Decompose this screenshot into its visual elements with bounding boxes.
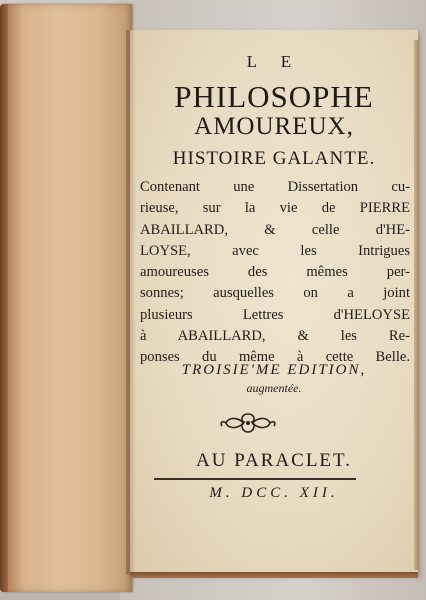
description-line: amoureuses des mêmes per- <box>140 264 410 281</box>
description-line: ponses du même à cette Belle. <box>140 349 410 366</box>
edition-line: TROISIE'ME EDITION, <box>181 362 367 378</box>
title-article: L E <box>246 52 302 71</box>
description-line: sonnes; ausquelles on a joint <box>140 285 410 302</box>
fleuron-ornament-icon <box>218 410 278 436</box>
description-line: à ABAILLARD, & les Re- <box>140 328 410 345</box>
description-line: Contenant une Dissertation cu- <box>140 179 410 195</box>
description-line: rieuse, sur la vie de PIERRE <box>140 200 410 217</box>
description-block <box>140 177 410 369</box>
cover-edge <box>0 4 8 592</box>
cover-bottom <box>130 572 418 578</box>
book-cover <box>0 4 132 592</box>
subtitle: HISTOIRE GALANTE. <box>172 148 376 169</box>
title-line-1: PHILOSOPHE <box>174 79 374 114</box>
imprint-date: M. DCC. XII. <box>209 485 339 501</box>
description-line: plusieurs Lettres d'HELOYSE <box>140 306 410 323</box>
title-line-2: AMOUREUX, <box>194 113 354 140</box>
description-line: ABAILLARD, & celle d'HE- <box>140 221 410 238</box>
description-line: LOYSE, avec les Intrigues <box>140 242 410 259</box>
imprint-place: AU PARACLET. <box>196 450 352 471</box>
edition-note: augmentée. <box>246 381 302 395</box>
divider-rule <box>154 478 356 480</box>
